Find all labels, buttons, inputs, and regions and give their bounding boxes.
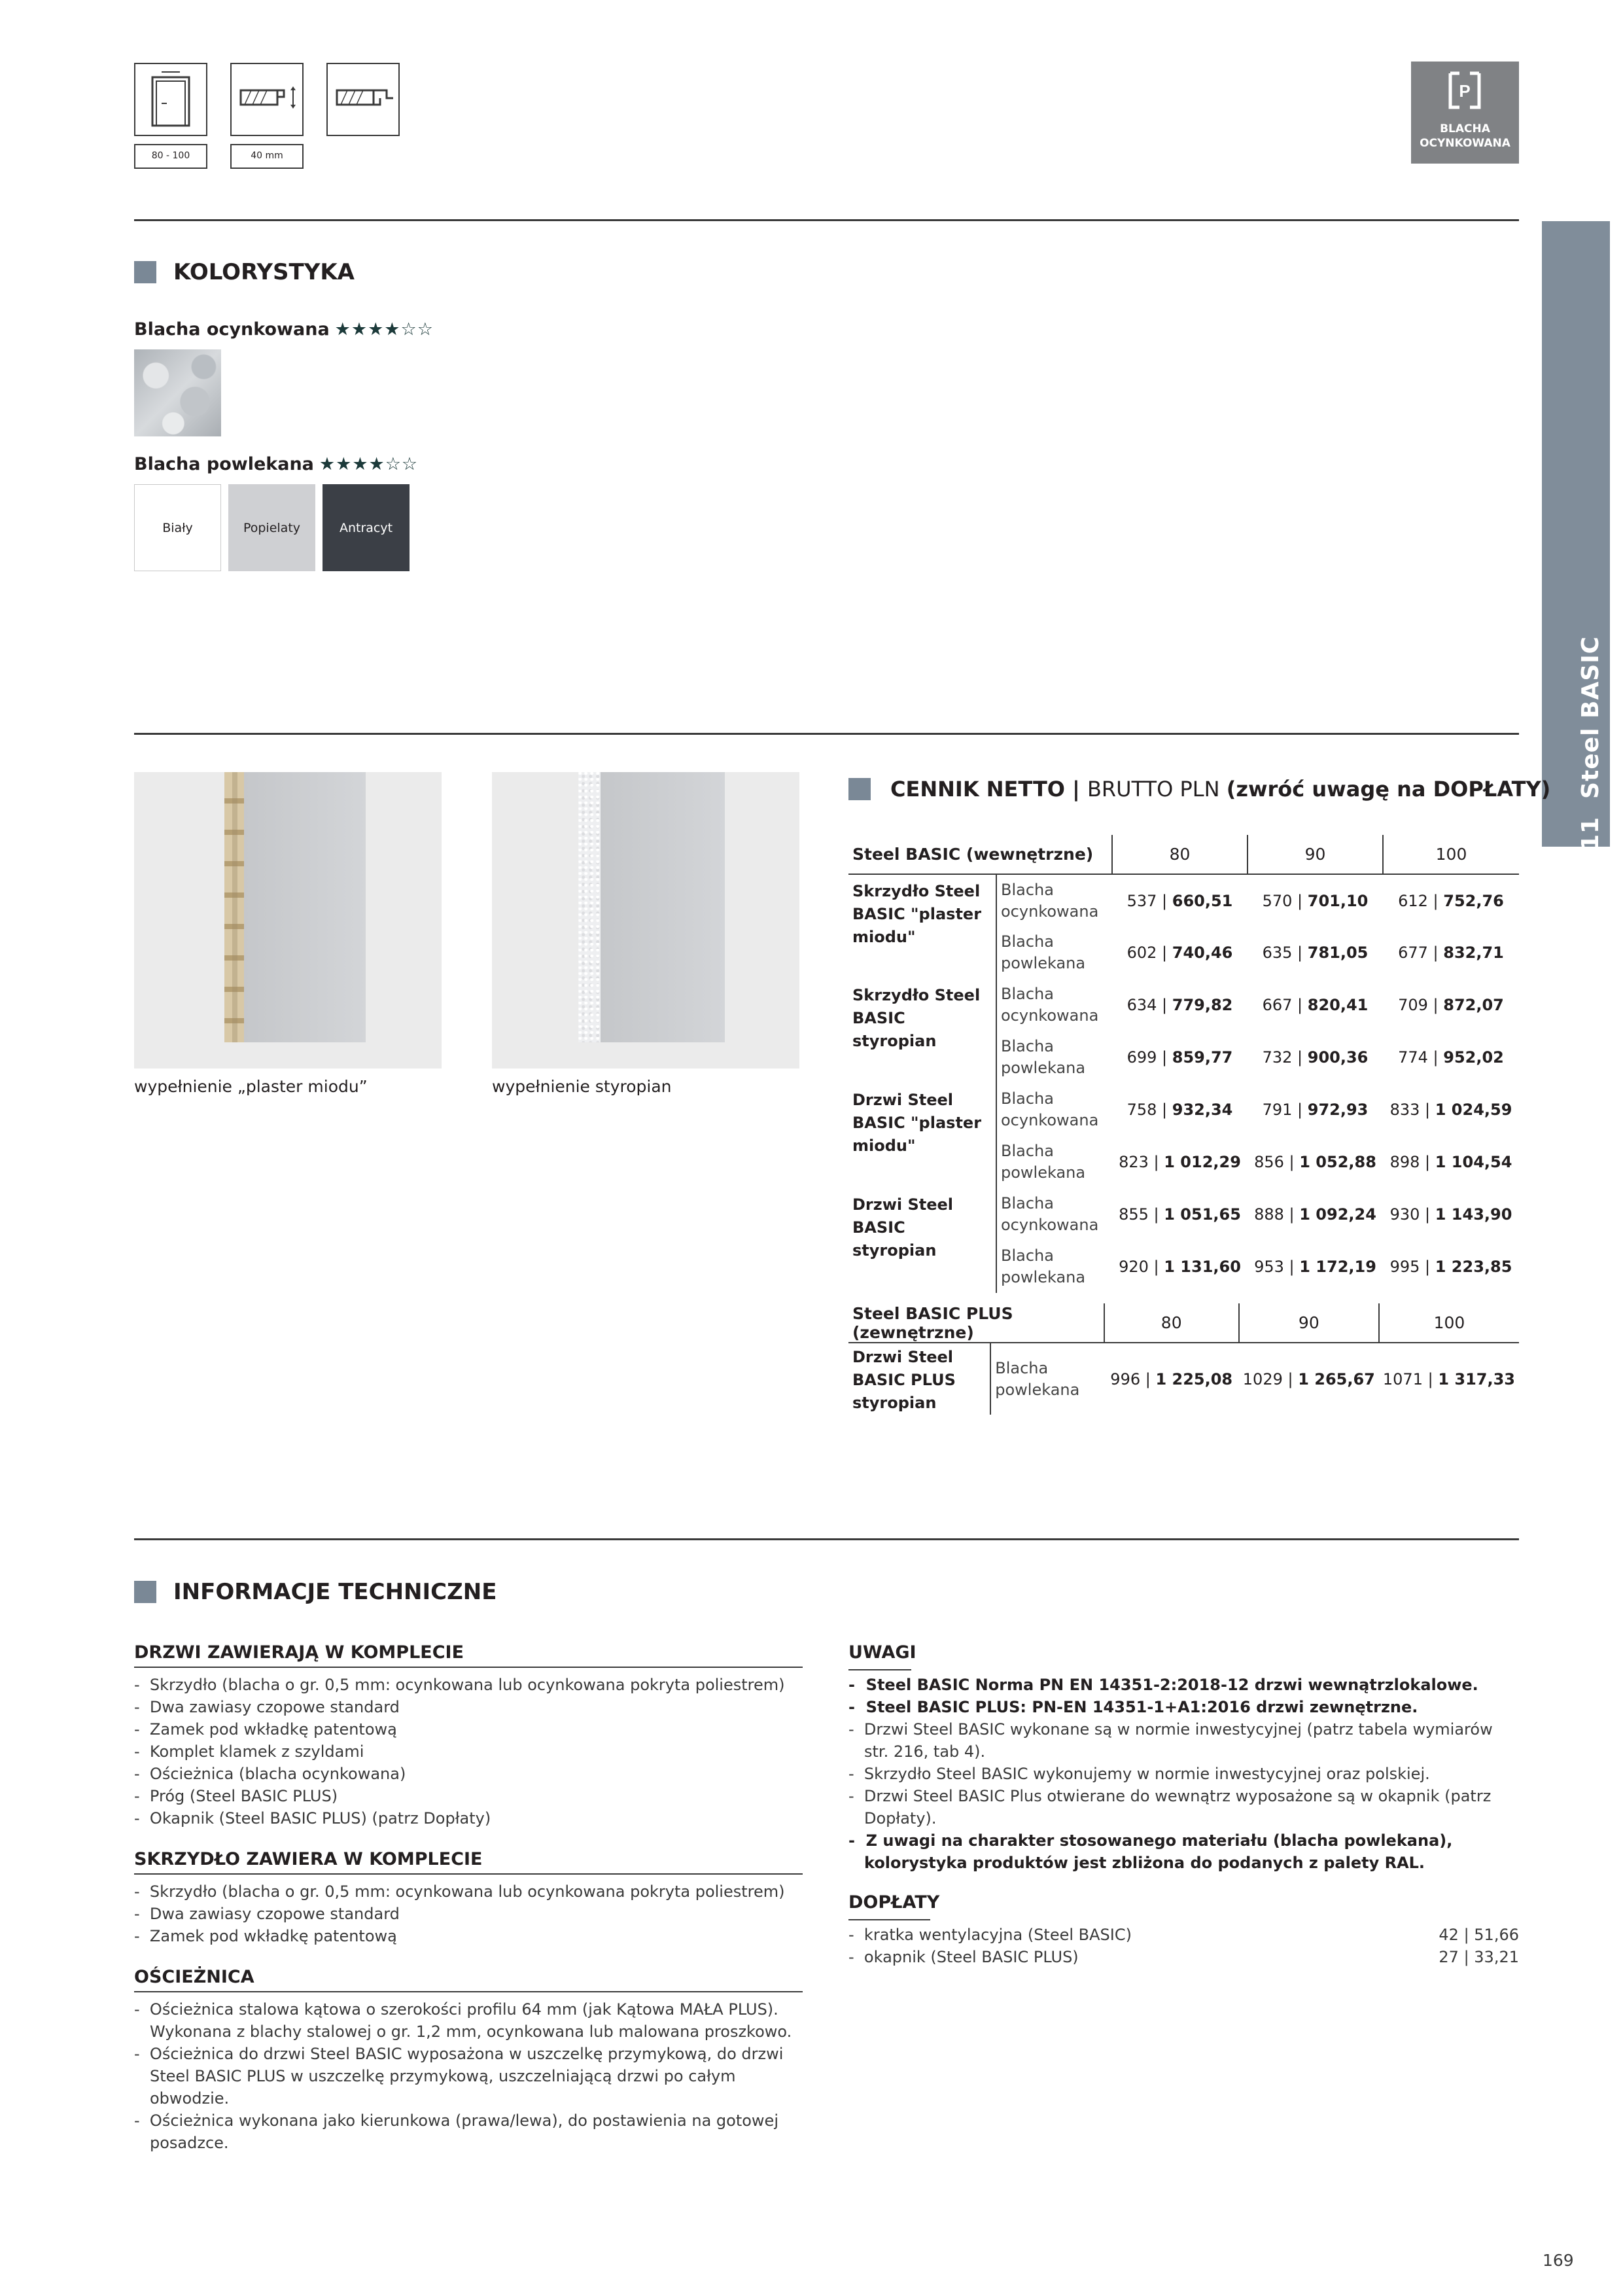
group-skrzydlo-styropian	[848, 979, 1519, 1084]
doplaty-underline	[848, 1919, 930, 1920]
swatch-bialy	[134, 484, 221, 571]
price-cell: 953 | 1 172,19	[1254, 1258, 1376, 1276]
table-row	[848, 1188, 1519, 1241]
list-item: - Steel BASIC PLUS: PN-EN 14351-1+A1:2016 drzwi zewnętrzne.	[848, 1698, 1418, 1716]
list-item: - Komplet klamek z szyldami	[134, 1742, 364, 1761]
list-item: - Drzwi Steel BASIC wykonane są w normie inwestycyjnej (patrz tabela wymiarów str. 216, tab 4).	[848, 1720, 1493, 1761]
list-item: - Ościeżnica stalowa kątowa o szerokości profilu 64 mm (jak Kątowa MAŁA PLUS). Wykonana z blachy stalowej o gr. 1,2 mm, ocynkowana lub malowana proszkowo.	[134, 2000, 792, 2041]
material-label: Blacha ocynkowana	[996, 874, 1112, 927]
group-skrzydlo-plaster	[848, 874, 1519, 979]
info-heading: INFORMACJE TECHNICZNE	[134, 1579, 497, 1605]
group-drzwi-styropian	[848, 1188, 1519, 1293]
oscieznica-list	[134, 1998, 803, 2154]
swatch-bialy-label: Biały	[162, 520, 193, 535]
blacha-ocynkowana-logo	[1411, 62, 1519, 164]
col-90: 90	[1248, 835, 1383, 874]
powlekana-rating: ★★★★☆☆	[319, 454, 419, 474]
swatch-antracyt-label: Antracyt	[339, 520, 393, 535]
width-range-label: 80 - 100	[134, 144, 207, 169]
section-marker	[848, 778, 871, 800]
price-cell: 1071 | 1 317,33	[1379, 1343, 1519, 1415]
material-label: Blacha powlekana	[996, 927, 1112, 979]
uwagi-list	[848, 1674, 1519, 1874]
styrofoam-fill-photo	[492, 772, 799, 1069]
galvanized-texture-swatch	[134, 349, 221, 436]
row-label: Skrzydło Steel BASIC styropian	[852, 986, 981, 1050]
list-item: - Ościeżnica wykonana jako kierunkowa (prawa/lewa), do postawienia na gotowej posadzce.	[134, 2111, 778, 2152]
styrofoam-caption: wypełnienie styropian	[492, 1077, 672, 1096]
col-80: 80	[1104, 1303, 1239, 1343]
price-cell: 930 | 1 143,90	[1389, 1205, 1512, 1224]
list-item: - Skrzydło (blacha o gr. 0,5 mm: ocynkowana lub ocynkowana pokryta poliestrem)	[134, 1676, 785, 1694]
door-frame-icon	[134, 63, 207, 136]
chapter-title: Steel BASIC	[1577, 635, 1604, 799]
list-item: - Okapnik (Steel BASIC PLUS) (patrz Dopłaty)	[134, 1809, 491, 1828]
skrzydlo-komplet-title: SKRZYDŁO ZAWIERA W KOMPLECIE	[134, 1849, 803, 1875]
door-thickness-icon	[230, 63, 304, 136]
divider-middle	[134, 733, 1519, 735]
row-label: Skrzydło Steel BASIC "plaster miodu"	[848, 874, 996, 979]
logo-line2: OCYNKOWANA	[1420, 137, 1510, 150]
price-cell: 833 | 1 024,59	[1389, 1101, 1512, 1119]
divider-top	[134, 219, 1519, 221]
chapter-number: 11	[1577, 816, 1604, 851]
price-table-external	[848, 1303, 1519, 1415]
price-cell: 732 | 900,36	[1262, 1048, 1369, 1067]
doplata-price: 27 | 33,21	[1439, 1948, 1519, 1966]
price-cell: 699 | 859,77	[1126, 1048, 1233, 1067]
external-header: Steel BASIC PLUS (zewnętrzne)	[852, 1303, 1013, 1342]
ocynkowana-rating: ★★★★☆☆	[334, 319, 434, 340]
group-drzwi-plaster	[848, 1084, 1519, 1188]
divider-bottom	[134, 1538, 1519, 1540]
internal-header: Steel BASIC (wewnętrzne)	[852, 845, 1094, 864]
doplaty-title: DOPŁATY	[848, 1892, 940, 1913]
price-cell: 602 | 740,46	[1126, 944, 1233, 962]
price-cell: 709 | 872,07	[1398, 996, 1504, 1014]
table-header-row	[848, 835, 1519, 874]
doplata-price: 42 | 51,66	[1439, 1926, 1519, 1944]
col-100: 100	[1383, 835, 1519, 874]
list-item: - Dwa zawiasy czopowe standard	[134, 1905, 400, 1923]
swatch-popielaty	[228, 484, 315, 571]
list-item: - Próg (Steel BASIC PLUS)	[134, 1787, 338, 1805]
price-cell: 823 | 1 012,29	[1119, 1153, 1241, 1171]
list-item: - Skrzydło (blacha o gr. 0,5 mm: ocynkowana lub ocynkowana pokryta poliestrem)	[134, 1882, 785, 1901]
price-cell: 570 | 701,10	[1248, 874, 1383, 927]
table-row	[848, 1084, 1519, 1136]
table-row	[848, 979, 1519, 1031]
list-item: - Dwa zawiasy czopowe standard	[134, 1698, 400, 1716]
price-cell: 855 | 1 051,65	[1119, 1205, 1241, 1224]
col-100: 100	[1379, 1303, 1519, 1343]
price-cell: 774 | 952,02	[1398, 1048, 1504, 1067]
row-label: Drzwi Steel BASIC PLUS styropian	[848, 1343, 990, 1415]
list-item: - Steel BASIC Norma PN EN 14351-2:2018-12 drzwi wewnątrzlokalowe.	[848, 1676, 1478, 1694]
drzwi-komplet-list	[134, 1674, 803, 1829]
table-header-row	[848, 1303, 1519, 1343]
powlekana-label: Blacha powlekana ★★★★☆☆	[134, 454, 419, 474]
material-label: Blacha ocynkowana	[996, 979, 1112, 1031]
list-item: - Zamek pod wkładkę patentową	[134, 1927, 397, 1945]
doplata-row-2	[848, 1946, 1519, 1968]
list-item: - Ościeżnica (blacha ocynkowana)	[134, 1765, 406, 1783]
kolorystyka-heading: KOLORYSTYKA	[134, 259, 355, 285]
skrzydlo-komplet-list	[134, 1881, 803, 1947]
price-cell: 888 | 1 092,24	[1254, 1205, 1376, 1224]
chapter-tab	[1542, 221, 1610, 851]
price-cell: 537 | 660,51	[1112, 874, 1248, 927]
material-label: Blacha ocynkowana	[996, 1084, 1112, 1136]
price-cell: 996 | 1 225,08	[1104, 1343, 1239, 1415]
swatch-popielaty-label: Popielaty	[243, 520, 301, 535]
doplata-label: - kratka wentylacyjna (Steel BASIC)	[848, 1926, 1132, 1944]
svg-text:P: P	[1459, 81, 1471, 101]
list-item: - Zamek pod wkładkę patentową	[134, 1720, 397, 1739]
doplata-label: - okapnik (Steel BASIC PLUS)	[848, 1948, 1079, 1966]
uwagi-title: UWAGI	[848, 1642, 916, 1663]
price-cell: 758 | 932,34	[1126, 1101, 1233, 1119]
doplata-row-1	[848, 1924, 1519, 1946]
section-marker	[134, 261, 156, 283]
list-item: - Z uwagi na charakter stosowanego materiału (blacha powlekana), kolorystyka produktów jest zbliżona do podanych z palety RAL.	[848, 1831, 1453, 1872]
table-row	[848, 1343, 1519, 1415]
price-cell: 995 | 1 223,85	[1389, 1258, 1512, 1276]
material-label: Blacha ocynkowana	[996, 1188, 1112, 1241]
honeycomb-fill-photo	[134, 772, 442, 1069]
oscieznica-title: OŚCIEŻNICA	[134, 1967, 803, 1992]
price-cell: 898 | 1 104,54	[1389, 1153, 1512, 1171]
list-item: - Drzwi Steel BASIC Plus otwierane do wewnątrz wyposażone są w okapnik (patrz Dopłaty).	[848, 1787, 1492, 1828]
swatch-antracyt	[323, 484, 410, 571]
table-row	[848, 874, 1519, 927]
thickness-label: 40 mm	[230, 144, 304, 169]
col-80: 80	[1112, 835, 1248, 874]
price-cell: 667 | 820,41	[1262, 996, 1369, 1014]
ocynkowana-label: Blacha ocynkowana ★★★★☆☆	[134, 319, 434, 340]
row-label: Drzwi Steel BASIC styropian	[852, 1195, 954, 1260]
price-cell: 635 | 781,05	[1262, 944, 1369, 962]
material-label: Blacha powlekana	[996, 1031, 1112, 1084]
material-label: Blacha powlekana	[996, 1136, 1112, 1188]
logo-line1: BLACHA	[1440, 122, 1490, 135]
drzwi-komplet-title: DRZWI ZAWIERAJĄ W KOMPLECIE	[134, 1642, 803, 1668]
price-cell: 677 | 832,71	[1398, 944, 1504, 962]
honeycomb-caption: wypełnienie „plaster miodu”	[134, 1077, 368, 1096]
price-cell: 856 | 1 052,88	[1254, 1153, 1376, 1171]
row-label: Drzwi Steel BASIC "plaster miodu"	[852, 1091, 982, 1155]
col-90: 90	[1239, 1303, 1379, 1343]
price-cell: 791 | 972,93	[1262, 1101, 1369, 1119]
material-label: Blacha powlekana	[996, 1241, 1112, 1293]
list-item: - Ościeżnica do drzwi Steel BASIC wyposażona w uszczelkę przymykową, do drzwi Steel BASIC PLUS w uszczelkę przymykową, uszczelniającą drzwi po całym obwodzie.	[134, 2045, 784, 2108]
list-item: - Skrzydło Steel BASIC wykonujemy w normie inwestycyjnej oraz polskiej.	[848, 1765, 1430, 1783]
page-number: 169	[1543, 2251, 1574, 2270]
price-cell: 1029 | 1 265,67	[1239, 1343, 1379, 1415]
price-cell: 920 | 1 131,60	[1119, 1258, 1241, 1276]
door-rebate-icon	[326, 63, 400, 136]
price-cell: 612 | 752,76	[1383, 874, 1519, 927]
price-cell: 634 | 779,82	[1126, 996, 1233, 1014]
uwagi-underline	[848, 1669, 911, 1670]
material-label: Blacha powlekana	[990, 1343, 1104, 1415]
price-table-internal	[848, 835, 1519, 1293]
section-marker	[134, 1581, 156, 1603]
cennik-heading: CENNIK NETTO | BRUTTO PLN (zwróć uwagę na DOPŁATY)	[848, 777, 1550, 802]
galvanized-sheet-icon	[1448, 69, 1482, 111]
